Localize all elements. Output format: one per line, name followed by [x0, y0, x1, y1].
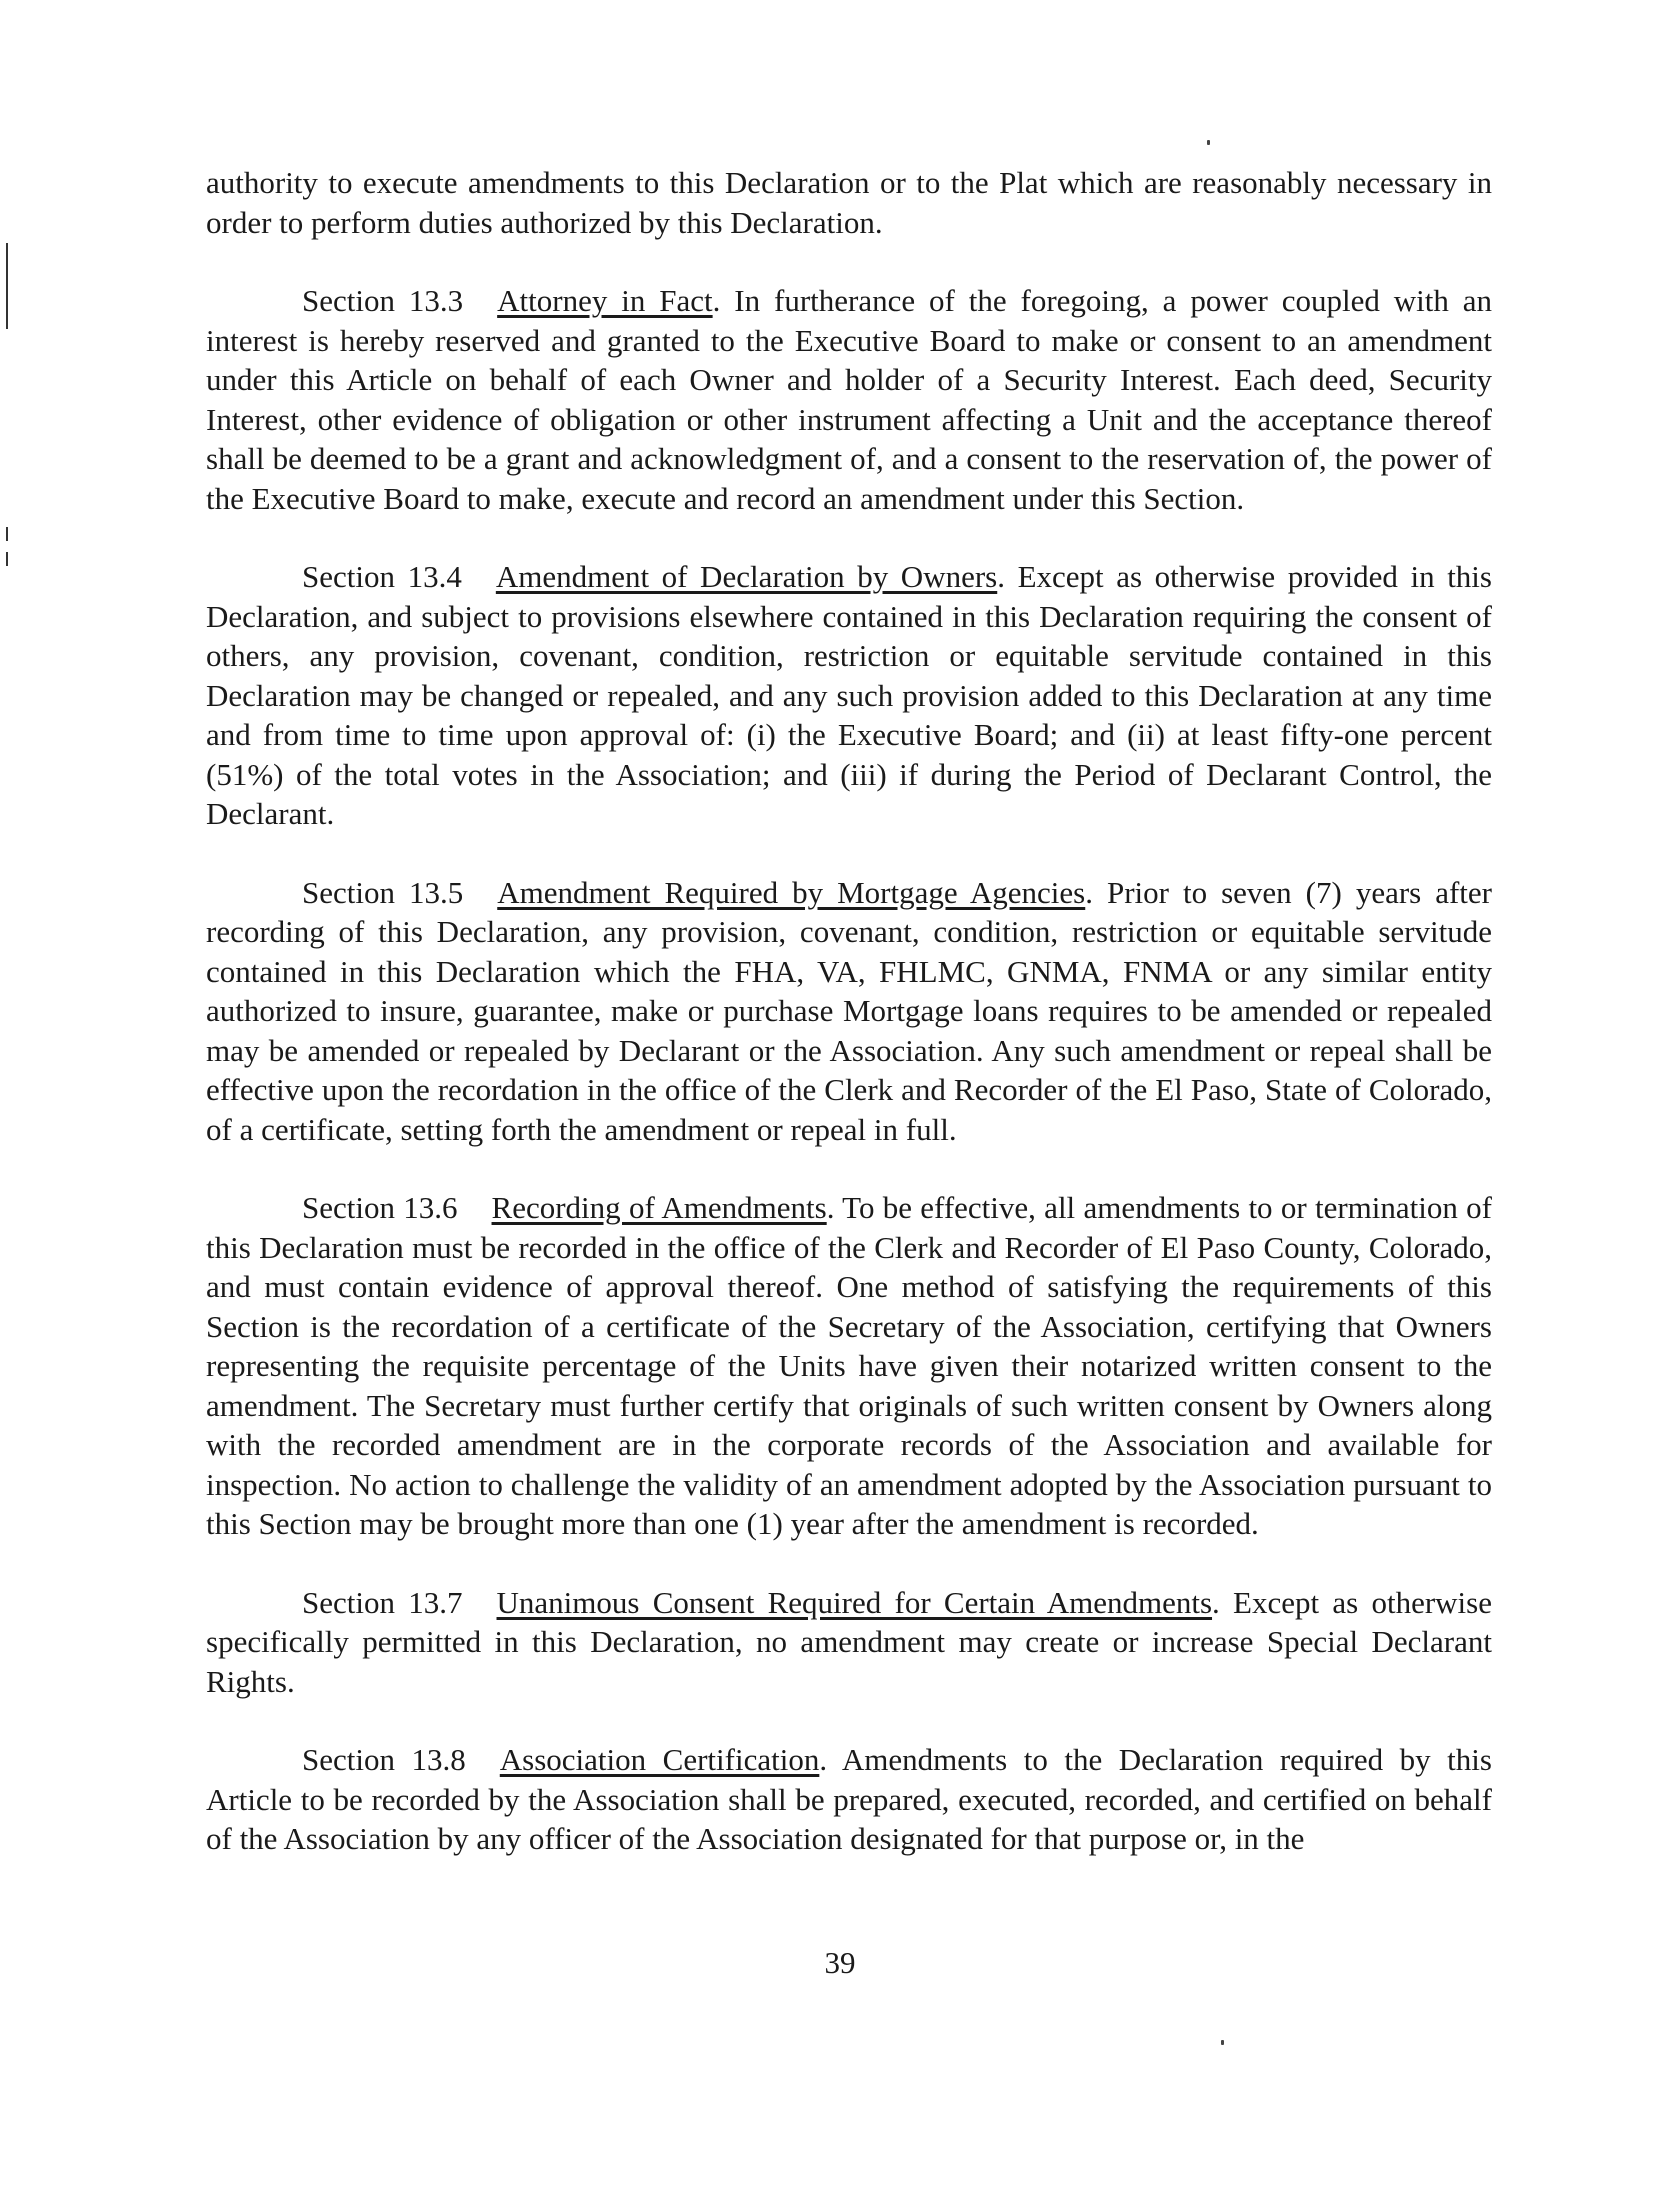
section-number: Section 13.7 [302, 1584, 463, 1620]
section-heading: Unanimous Consent Required for Certain Amendments [496, 1584, 1213, 1620]
section-heading: Amendment Required by Mortgage Agencies [497, 874, 1086, 910]
section-body: . In furtherance of the foregoing, a power coupled with an interest is hereby reserved and granted to the Executive Board to make or consent to an amendment under this Article on behalf of each Owner and holder of a Security Interest. Each deed, Security Interest, other evidence of obligation or other instrument affecting a Unit and the acceptance thereof shall be deemed to be a grant and acknowledgment of, and a consent to the reservation of, the power of the Executive Board to make, execute and record an amendment under this Section. [206, 283, 1492, 516]
section-number: Section 13.6 [302, 1190, 458, 1225]
section-body: . To be effective, all amendments to or termination of this Declaration must be recorded in the office of the Clerk and Recorder of El Paso County, Colorado, and must contain evidence of approval thereof. One method of satisfying the requirements of this Section is the recordation of a certificate of the Secretary of the Association, certifying that Owners representing the requisite percentage of the Units have given their notarized written consent to the amendment. The Secretary must further certify that originals of such written consent by Owners along with the recorded amendment are in the corporate records of the Association and available for inspection. No action to challenge the validity of an amendment adopted by the Association pursuant to this Section may be brought more than one (1) year after the amendment is recorded. [206, 1190, 1492, 1541]
document-body [206, 163, 1492, 1898]
section-body: . Prior to seven (7) years after recording of this Declaration, any provision, covenant, condition, restriction or equitable servitude contained in this Declaration which the FHA, VA, FHLMC, GNMA, FNMA or any similar entity authorized to insure, guarantee, make or purchase Mortgage loans requires to be amended or repealed may be amended or repealed by Declarant or the Association. Any such amendment or repeal shall be effective upon the recordation in the office of the Clerk and Recorder of the El Paso, State of Colorado, of a certificate, setting forth the amendment or repeal in full. [206, 874, 1492, 1147]
scan-dot-1 [1207, 140, 1210, 145]
section-body: . Except as otherwise provided in this Declaration, and subject to provisions elsewhere contained in this Declaration requiring the consent of others, any provision, covenant, condition, restriction or equitable servitude contained in this Declaration may be changed or repealed, and any such provision added to this Declaration at any time and from time to time upon approval of: (i) the Executive Board; and (ii) at least fifty-one percent (51%) of the total votes in the Association; and (iii) if during the Period of Declarant Control, the Declarant. [206, 559, 1492, 831]
section-number: Section 13.8 [302, 1742, 466, 1777]
scan-mark-left-3 [6, 552, 8, 566]
section-13-4 [206, 557, 1492, 834]
section-13-7 [206, 1583, 1492, 1702]
section-number: Section 13.5 [302, 874, 464, 910]
intro-paragraph: authority to execute amendments to this Declaration or to the Plat which are reasonably necessary in order to perform duties authorized by this Declaration. [206, 165, 1492, 240]
scan-mark-left-1 [6, 243, 8, 329]
section-13-8 [206, 1740, 1492, 1859]
scan-mark-left-2 [6, 527, 8, 541]
section-heading: Attorney in Fact [497, 283, 713, 318]
section-number: Section 13.4 [302, 559, 462, 594]
section-13-5 [206, 873, 1492, 1150]
page-number: 39 [824, 1945, 856, 1980]
section-body: . Except as otherwise specifically permitted in this Declaration, no amendment may create or increase Special Declarant Rights. [206, 1584, 1492, 1699]
scan-dot-2 [1221, 2040, 1224, 2045]
section-13-6 [206, 1188, 1492, 1544]
section-body: . Amendments to the Declaration required by this Article to be recorded by the Association shall be prepared, executed, recorded, and certified on behalf of the Association by any officer of the Association designated for that purpose or, in the [206, 1742, 1492, 1856]
section-13-3 [206, 281, 1492, 518]
section-heading: Amendment of Declaration by Owners [495, 559, 998, 594]
section-heading: Recording of Amendments [491, 1190, 827, 1225]
section-heading: Association Certification [499, 1742, 820, 1777]
section-number: Section 13.3 [302, 283, 464, 318]
